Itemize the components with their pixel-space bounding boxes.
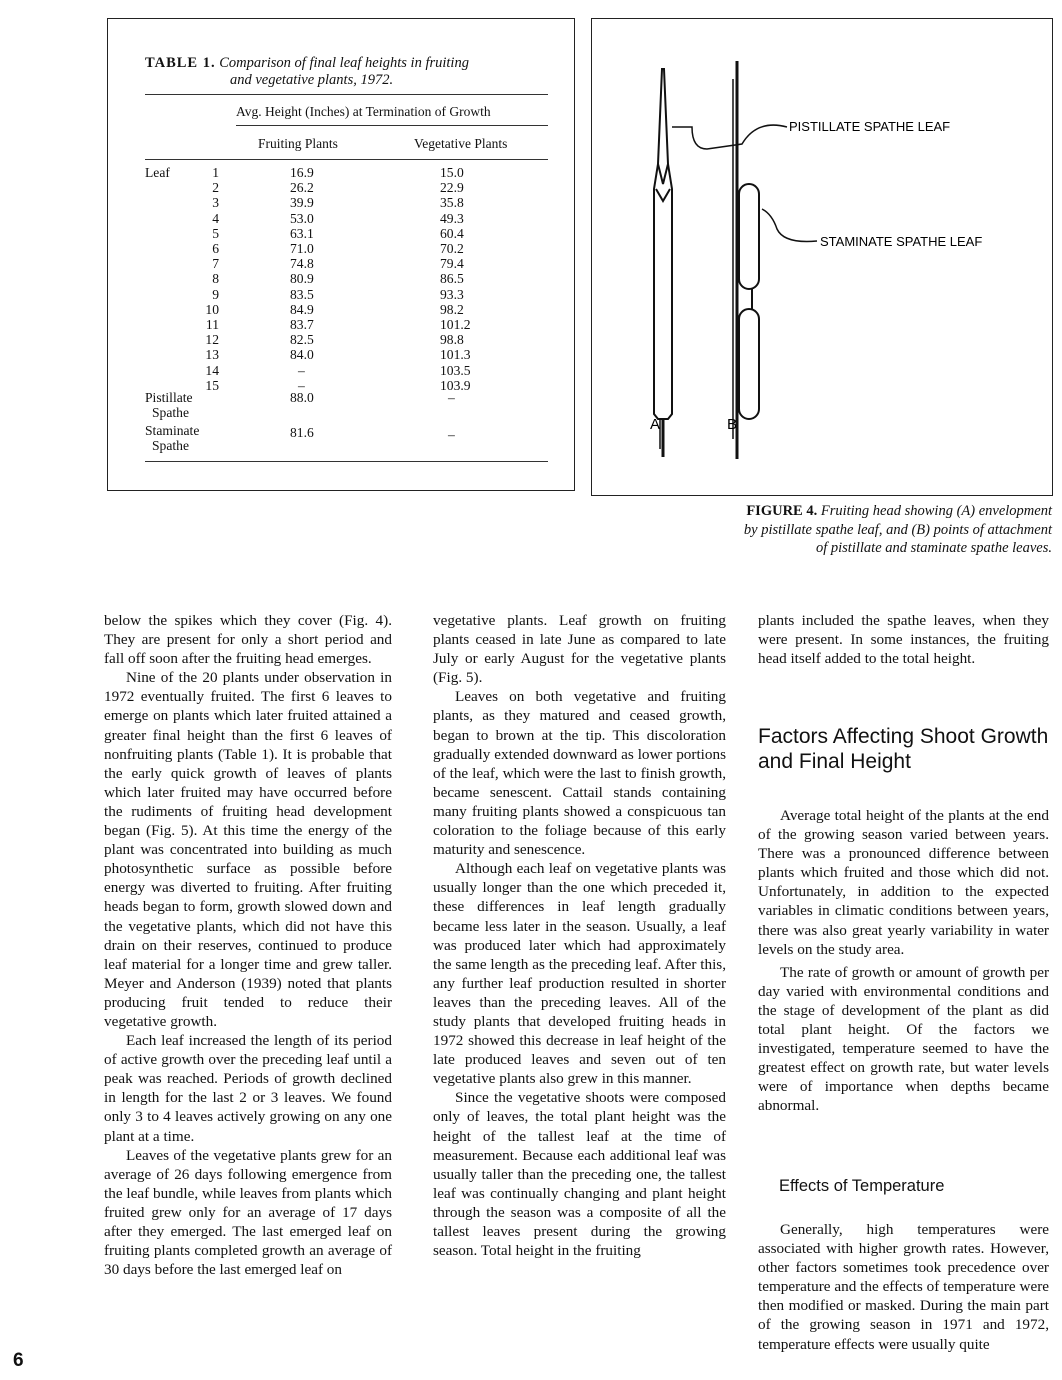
leaf-number: 10 <box>205 301 219 317</box>
vegetative-value: 101.2 <box>440 317 471 333</box>
vegetative-value: 79.4 <box>440 256 464 272</box>
leaf-number: 6 <box>212 241 219 257</box>
col2-paragraph-3: Although each leaf on vegetative plants was usually longer than the one which preceded it, these differences in leaf length gradually became less later in the season. Usually, a leaf was produced later which had approximately the same length as the preceding leaf. After this, any further leaf production resulted in shorter leaves than the preceding leaves. All of the study plants that developed fruiting heads in 1972 showed this decrease in leaf height of the late produced leaves and seven out of ten vegetative plants also grew in this manner. <box>433 860 726 1088</box>
pistillate-vegetative: – <box>448 390 455 405</box>
vegetative-value: 101.3 <box>440 347 471 363</box>
fruiting-head-illustration <box>592 19 1054 497</box>
staminate-vegetative: – <box>448 427 455 442</box>
fruiting-column <box>290 165 330 393</box>
col2-paragraph-1: vegetative plants. Leaf growth on fruiting plants ceased in late June as compared to late July or early August for the vegetative plants (Fig. 5). <box>433 612 726 687</box>
leaf-number: 3 <box>212 195 219 211</box>
label-b: B <box>727 416 738 433</box>
subsection-heading: Effects of Temperature <box>779 1177 945 1195</box>
col1-paragraph-1: below the spikes which they cover (Fig. 4). They are present for only a short period and fall off soon after the fruiting head emerges. <box>104 612 392 668</box>
vegetative-value: 35.8 <box>440 195 464 211</box>
fruiting-value: – <box>298 362 305 378</box>
column-3-middle <box>758 806 1049 1116</box>
fruiting-value: 82.5 <box>290 332 314 348</box>
col2-paragraph-2: Leaves on both vegetative and fruiting plants, as they matured and ceased growth, began to brown at the tip. This discoloration gradually extended downward as lower portions of the leaf, which were the last to finish growth, became senescent. Cattail stands containing many fruiting plants showed a conspicuous tan coloration to the foliage because of this early maturity and senescence. <box>433 688 726 859</box>
table-title <box>145 55 469 89</box>
leaf-number: 2 <box>212 180 219 196</box>
col3-paragraph-4: Generally, high temperatures were associated with higher growth rates. However, other factors sometimes took precedence over temperature and the effects of temperature were then modified or masked. During the main part of the growing season in 1971 and 1972, temperature effects were usually quite <box>758 1221 1049 1353</box>
vegetative-value: 22.9 <box>440 180 464 196</box>
leaf-number: 8 <box>212 271 219 287</box>
page-number: 6 <box>13 1350 24 1371</box>
vegetative-value: 93.3 <box>440 286 464 302</box>
fruiting-value: 83.7 <box>290 317 314 333</box>
col1-paragraph-3: Each leaf increased the length of its period of active growth over the preceding leaf until a peak was reached. Periods of growth declined in length for the last 2 or 3 leaves. We found only 3 to 4 leaves actively growing on any one plant at a time. <box>104 1032 392 1145</box>
table-caption-line1: Comparison of final leaf heights in fruiting <box>219 55 469 71</box>
row-label-staminate <box>145 423 199 453</box>
table-caption-line2: and vegetative plants, 1972. <box>230 72 394 88</box>
table-rule-group <box>236 125 548 126</box>
fruiting-value: 39.9 <box>290 195 314 211</box>
leaf-number: 14 <box>205 362 219 378</box>
label-pistillate-spathe-leaf: PISTILLATE SPATHE LEAF <box>789 119 951 134</box>
column-3-top <box>758 611 1049 668</box>
vegetative-column <box>440 165 485 393</box>
figure-caption-line2: by pistillate spathe leaf, and (B) points of attachment <box>743 521 1052 538</box>
col1-paragraph-2: Nine of the 20 plants under observation in 1972 eventually fruited. The first 6 leaves to emerge on plants which later fruited attained a greater final height than the first 6 leaves of nonfruiting plants (Table 1). It is probable that the early quick growth of leaves of plants which later fruited may have occurred before the rudiments of fruiting head development began (Fig. 5). At this time the energy of the plant was concentrated into building as much photosynthetic surface as possible before energy was diverted to fruiting. After fruiting heads began to form, growth slowed down and the vegetative plants, which did not have this drain on their reserves, continued to produce leaf material for a longer time and grew taller. Meyer and Anderson (1939) noted that plants producing fruit tended to reduce their vegetative growth. <box>104 669 392 1030</box>
staminate-fruiting: 81.6 <box>290 425 314 440</box>
vegetative-value: 49.3 <box>440 210 464 226</box>
fruiting-value: 71.0 <box>290 241 314 257</box>
leaf-number: 7 <box>212 256 219 272</box>
fruiting-value: 16.9 <box>290 165 314 180</box>
row-label-pistillate <box>145 390 193 420</box>
leaf-number: 15 <box>205 377 219 393</box>
column-3-bottom <box>758 1220 1049 1354</box>
column-1 <box>104 611 392 1279</box>
leaf-number: 4 <box>212 210 219 226</box>
staminate-leader-line <box>762 209 817 242</box>
column-2 <box>433 611 726 1260</box>
col-header-vegetative: Vegetative Plants <box>414 136 508 151</box>
col3-paragraph-3: The rate of growth or amount of growth per day varied with environmental conditions and the stage of development of the plant as did total plant height. Of the factors we investigated, temperature seemed to have the greatest effect on growth rate, but water levels were of importance when depths became abnormal. <box>758 963 1049 1115</box>
fruiting-value: 53.0 <box>290 210 314 226</box>
fruiting-value: 84.0 <box>290 347 314 363</box>
figure-caption-line3: of pistillate and staminate spathe leaves. <box>815 540 1052 556</box>
fruiting-value: 84.9 <box>290 301 314 317</box>
pistillate-leader-line <box>672 125 787 149</box>
vegetative-value: 103.9 <box>440 377 471 393</box>
plant-a-envelope-fold-2 <box>656 189 670 201</box>
figure-caption-label: FIGURE 4. <box>746 503 818 519</box>
table-1-box <box>107 18 575 491</box>
staminate-line1: Staminate <box>145 423 200 438</box>
figure-4-box <box>591 18 1053 496</box>
vegetative-value: 70.2 <box>440 241 464 257</box>
table-rule-top <box>145 94 548 95</box>
leaf-number: 5 <box>212 225 219 241</box>
plant-a-spathe-outline <box>654 69 672 419</box>
vegetative-value: 98.8 <box>440 332 464 348</box>
fruiting-value: 80.9 <box>290 271 314 287</box>
col3-paragraph-1: plants included the spathe leaves, when they were present. In some instances, the fruiting head itself added to the total height. <box>758 612 1049 668</box>
table-group-header: Avg. Height (Inches) at Termination of Growth <box>236 104 491 119</box>
figure-caption-line1: Fruiting head showing (A) envelopment <box>820 503 1052 519</box>
leaf-number: 13 <box>205 347 219 363</box>
leaf-number: 9 <box>212 286 219 302</box>
row-label-leaf: Leaf <box>145 165 170 180</box>
pistillate-line1: Pistillate <box>145 390 193 405</box>
fruiting-value: – <box>298 377 305 393</box>
vegetative-value: 86.5 <box>440 271 464 287</box>
fruiting-value: 83.5 <box>290 286 314 302</box>
fruiting-value: 74.8 <box>290 256 314 272</box>
col2-paragraph-4: Since the vegetative shoots were composed only of leaves, the total plant height was the height of the tallest leaf at the time of measurement. Because each additional leaf was usually taller than the preceding one, the tallest leaf was continually changing and plant height through the season was a composite of all the tallest leaves present during the growing season. Total height in the fruiting <box>433 1089 726 1260</box>
fruiting-value: 63.1 <box>290 225 314 241</box>
label-a: A <box>650 416 661 433</box>
vegetative-value: 103.5 <box>440 362 471 378</box>
table-rule-header <box>145 159 548 160</box>
section-heading: Factors Affecting Shoot Growth and Final Height <box>758 725 1049 773</box>
vegetative-value: 60.4 <box>440 225 464 241</box>
leaf-number: 12 <box>205 332 219 348</box>
col3-paragraph-2: Average total height of the plants at the end of the growing season varied between years. There was a pronounced difference between plants which fruited and those which did not. Unfortunately, in addition to the expected variables in climatic conditions between years, there was also great yearly variability in water levels on the study area. <box>758 807 1049 958</box>
col-header-fruiting: Fruiting Plants <box>258 136 338 151</box>
leaf-number-column <box>192 165 219 393</box>
leaf-number: 11 <box>205 317 219 333</box>
plant-b-staminate-spike <box>739 184 759 289</box>
vegetative-value: 98.2 <box>440 301 464 317</box>
table-label: TABLE 1. <box>145 55 216 71</box>
label-staminate-spathe-leaf: STAMINATE SPATHE LEAF <box>820 234 983 249</box>
table-rule-bottom <box>145 461 548 462</box>
pistillate-line2: Spathe <box>152 405 189 421</box>
staminate-line2: Spathe <box>152 438 189 454</box>
col1-paragraph-4: Leaves of the vegetative plants grew for an average of 26 days following emergence from the leaf bundle, while leaves from plants which fruited grew only for an average of 17 days after they emerged. The last emerged leaf on fruiting plants completed growth an average of 30 days before the last emerged leaf on <box>104 1146 392 1279</box>
plant-b-pistillate-spike <box>739 309 759 419</box>
fruiting-value: 26.2 <box>290 180 314 196</box>
leaf-number: 1 <box>212 165 219 180</box>
vegetative-value: 15.0 <box>440 165 464 180</box>
plant-a-envelope-fold <box>658 164 668 184</box>
pistillate-fruiting: 88.0 <box>290 390 314 405</box>
figure-caption <box>592 502 1052 558</box>
